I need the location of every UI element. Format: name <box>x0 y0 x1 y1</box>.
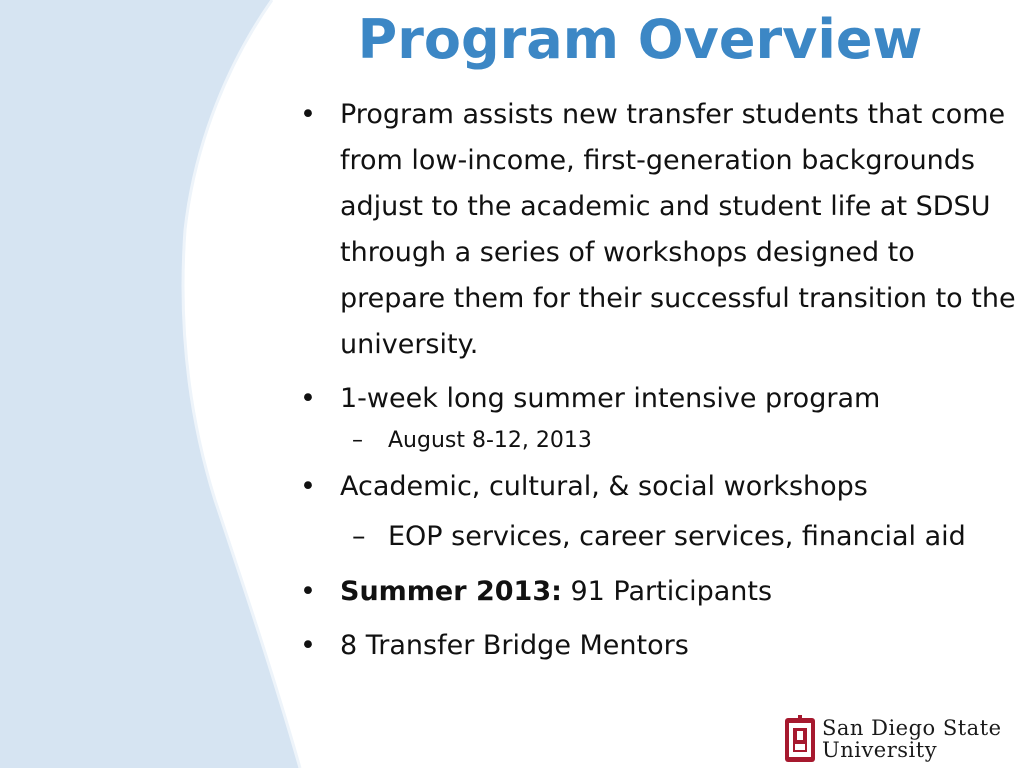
bullet-text: 8 Transfer Bridge Mentors <box>340 630 689 661</box>
logo-line-1: San Diego State <box>822 716 1002 740</box>
bullet-text: 1-week long summer intensive program <box>340 383 881 414</box>
logo-wordmark <box>822 717 1002 761</box>
sub-list <box>340 422 1016 460</box>
sdsu-logo <box>784 710 1024 768</box>
slide-title: Program Overview <box>357 8 923 71</box>
bullet-program-description <box>300 92 1016 368</box>
bullet-bold-label: Summer 2013: <box>340 576 562 607</box>
bullet-workshops <box>300 464 1016 559</box>
bullet-text: Academic, cultural, & social workshops <box>340 471 868 502</box>
bullet-mentors <box>300 623 1016 669</box>
bullet-list <box>300 92 1016 669</box>
bullet-text: 91 Participants <box>561 576 773 607</box>
bullet-participants <box>300 569 1016 615</box>
sdsu-seal-icon <box>784 714 816 764</box>
logo-line-2: University <box>822 738 938 762</box>
sub-bullet-dates: – August 8-12, 2013 <box>344 422 1016 460</box>
bullet-summer-program <box>300 376 1016 460</box>
bullet-text: Program assists new transfer students that come from low-income, first-generation backgrounds adjust to the academic and student life at SDSU through a series of workshops designed to prepare them for their successful transition to the university. <box>340 99 1016 360</box>
sub-list <box>340 514 1016 559</box>
sub-bullet-services: – EOP services, career services, financial aid <box>344 514 1016 559</box>
